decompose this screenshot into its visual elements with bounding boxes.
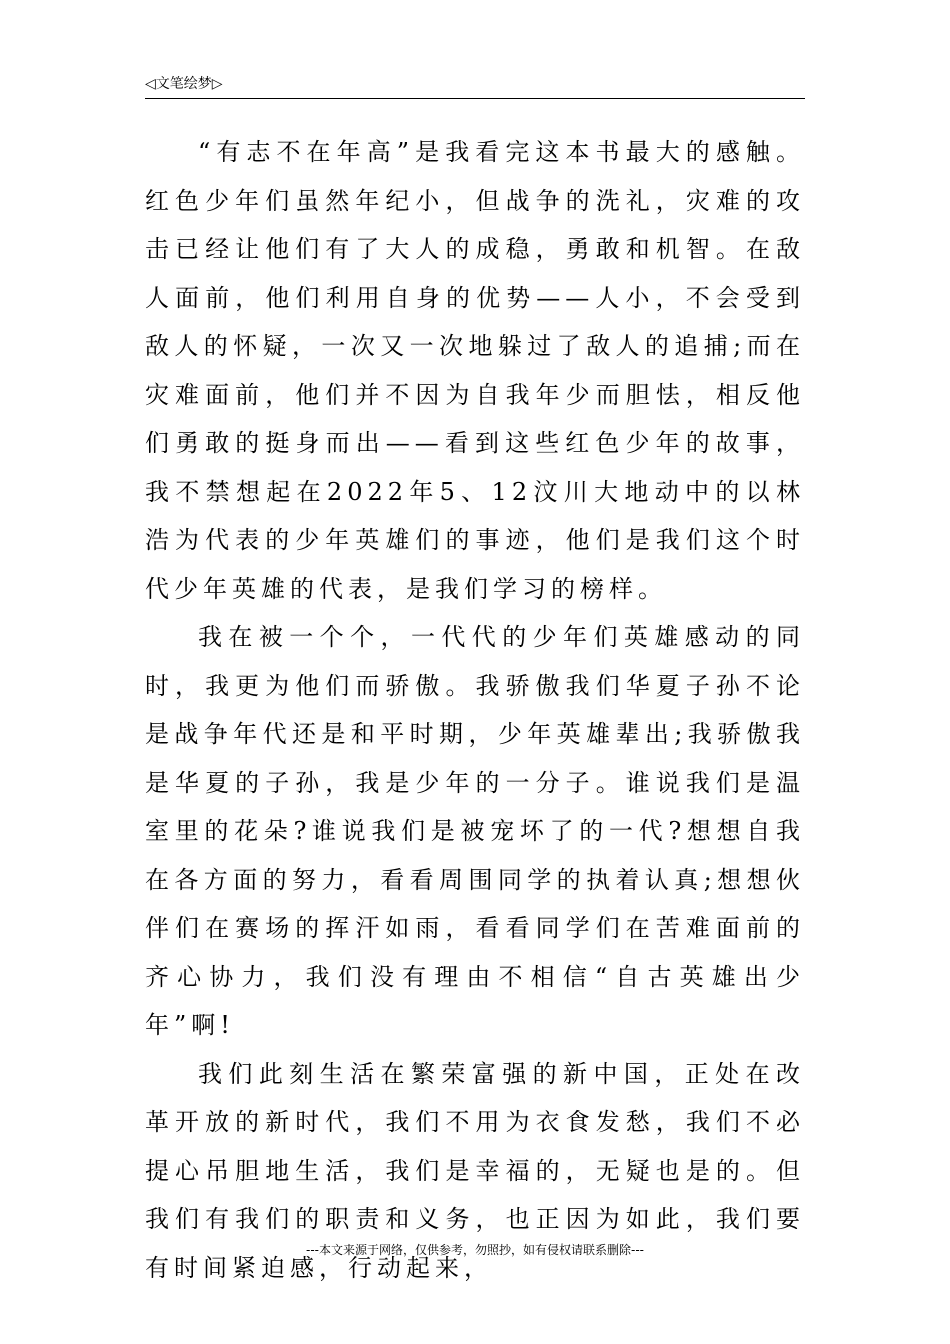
document-body [145,128,805,1292]
paragraph-3: 我们此刻生活在繁荣富强的新中国，正处在改革开放的新时代，我们不用为衣食发愁，我们不必提心吊胆地生活，我们是幸福的，无疑也是的。但我们有我们的职责和义务，也正因为如此，我们要有时间紧迫感，行动起来， [145,1059,805,1282]
footer-notice: ---本文来源于网络，仅供参考，勿照抄，如有侵权请联系删除--- [306,1243,644,1257]
paragraph-2: 我在被一个个，一代代的少年们英雄感动的同时，我更为他们而骄傲。我骄傲我们华夏子孙不论是战争年代还是和平时期，少年英雄辈出;我骄傲我是华夏的子孙，我是少年的一分子。谁说我们是温室里的花朵?谁说我们是被宠坏了的一代?想想自我在各方面的努力，看看周围同学的执着认真;想想伙伴们在赛场的挥汗如雨，看看同学们在苦难面前的齐心协力，我们没有理由不相信“自古英雄出少年”啊! [145,623,805,1039]
paragraph-1: “有志不在年高”是我看完这本书最大的感触。红色少年们虽然年纪小，但战争的洗礼，灾难的攻击已经让他们有了大人的成稳，勇敢和机智。在敌人面前，他们利用自身的优势——人小，不会受到敌人的怀疑，一次又一次地躲过了敌人的追捕;而在灾难面前，他们并不因为自我年少而胆怯，相反他们勇敢的挺身而出——看到这些红色少年的故事，我不禁想起在2022年5、12汶川大地动中的以林浩为代表的少年英雄们的事迹，他们是我们这个时代少年英雄的代表，是我们学习的榜样。 [145,138,805,603]
header-brand: ◁文笔绘梦▷ [145,76,223,92]
page-header [145,74,805,99]
